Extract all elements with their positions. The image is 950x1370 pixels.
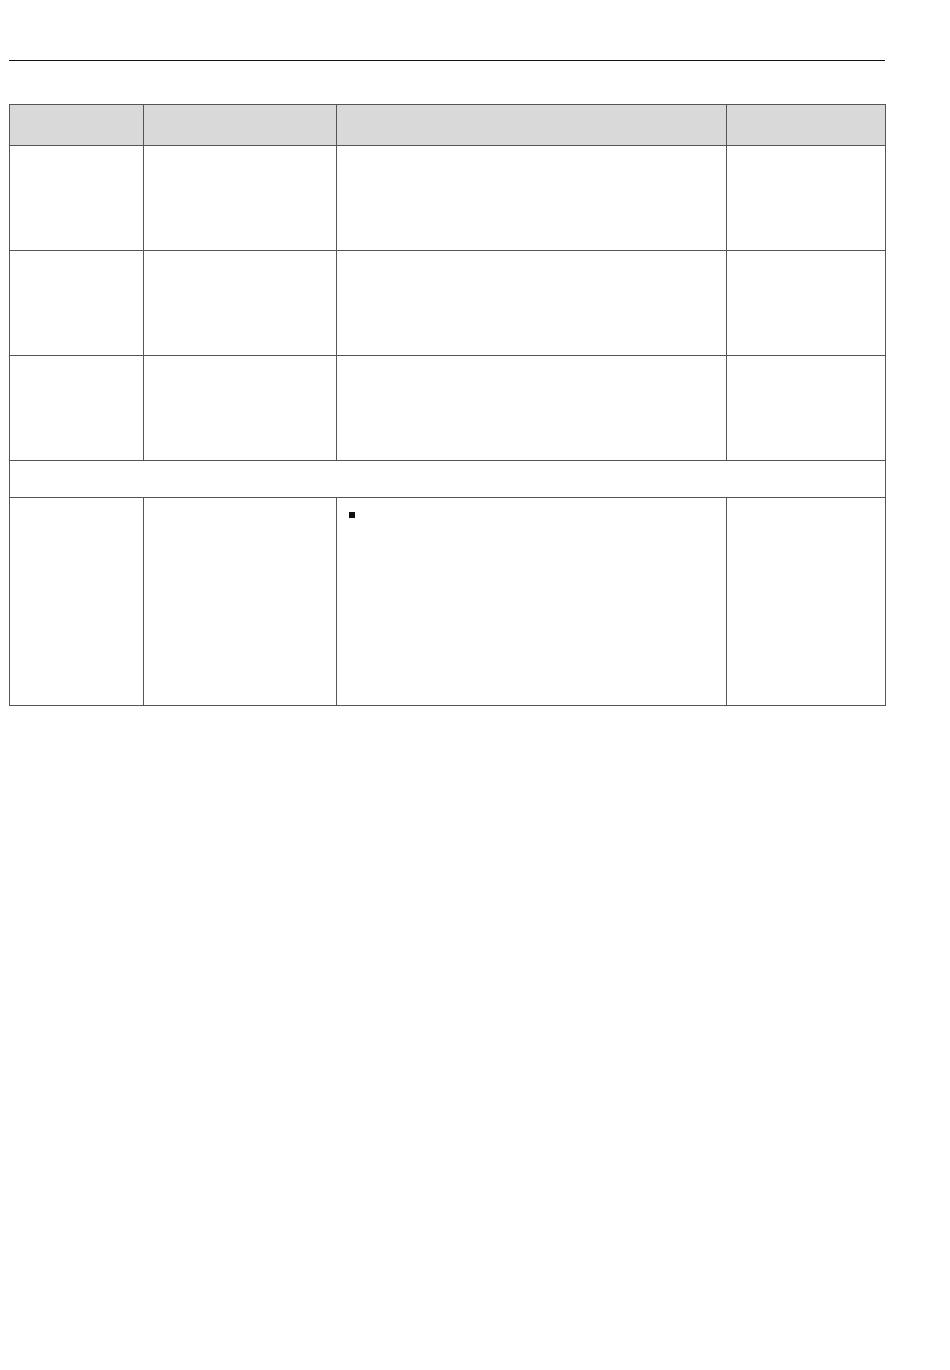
parameter-name bbox=[10, 498, 144, 706]
factory-setting bbox=[727, 251, 886, 356]
setting-options-cell bbox=[337, 146, 727, 251]
figure-caption bbox=[230, 1239, 254, 1252]
col-header-parameter bbox=[10, 105, 144, 146]
parameter-name bbox=[10, 146, 144, 251]
parameter-table bbox=[9, 104, 886, 706]
parameter-name bbox=[10, 356, 144, 461]
menu-level-cell bbox=[144, 146, 337, 251]
setting-options-cell bbox=[337, 251, 727, 356]
table-header-row bbox=[10, 105, 886, 146]
table-row bbox=[10, 146, 886, 251]
col-header-menu-level bbox=[144, 105, 337, 146]
factory-setting bbox=[727, 498, 886, 706]
table-row bbox=[10, 498, 886, 706]
parameter-name bbox=[10, 251, 144, 356]
table-row bbox=[10, 356, 886, 461]
setting-options-cell bbox=[337, 498, 727, 706]
col-header-setting-options bbox=[337, 105, 727, 146]
section-row-label bbox=[10, 461, 886, 498]
menu-structure-diagram bbox=[225, 800, 890, 1230]
factory-setting bbox=[727, 146, 886, 251]
menu-level-cell bbox=[144, 356, 337, 461]
table-row bbox=[10, 251, 886, 356]
table-row bbox=[10, 461, 886, 498]
menu-level-cell bbox=[144, 251, 337, 356]
factory-setting bbox=[727, 356, 886, 461]
col-header-factory-setting bbox=[727, 105, 886, 146]
menu-level-cell bbox=[144, 498, 337, 706]
header-rule bbox=[9, 60, 885, 61]
setting-options-cell bbox=[337, 356, 727, 461]
